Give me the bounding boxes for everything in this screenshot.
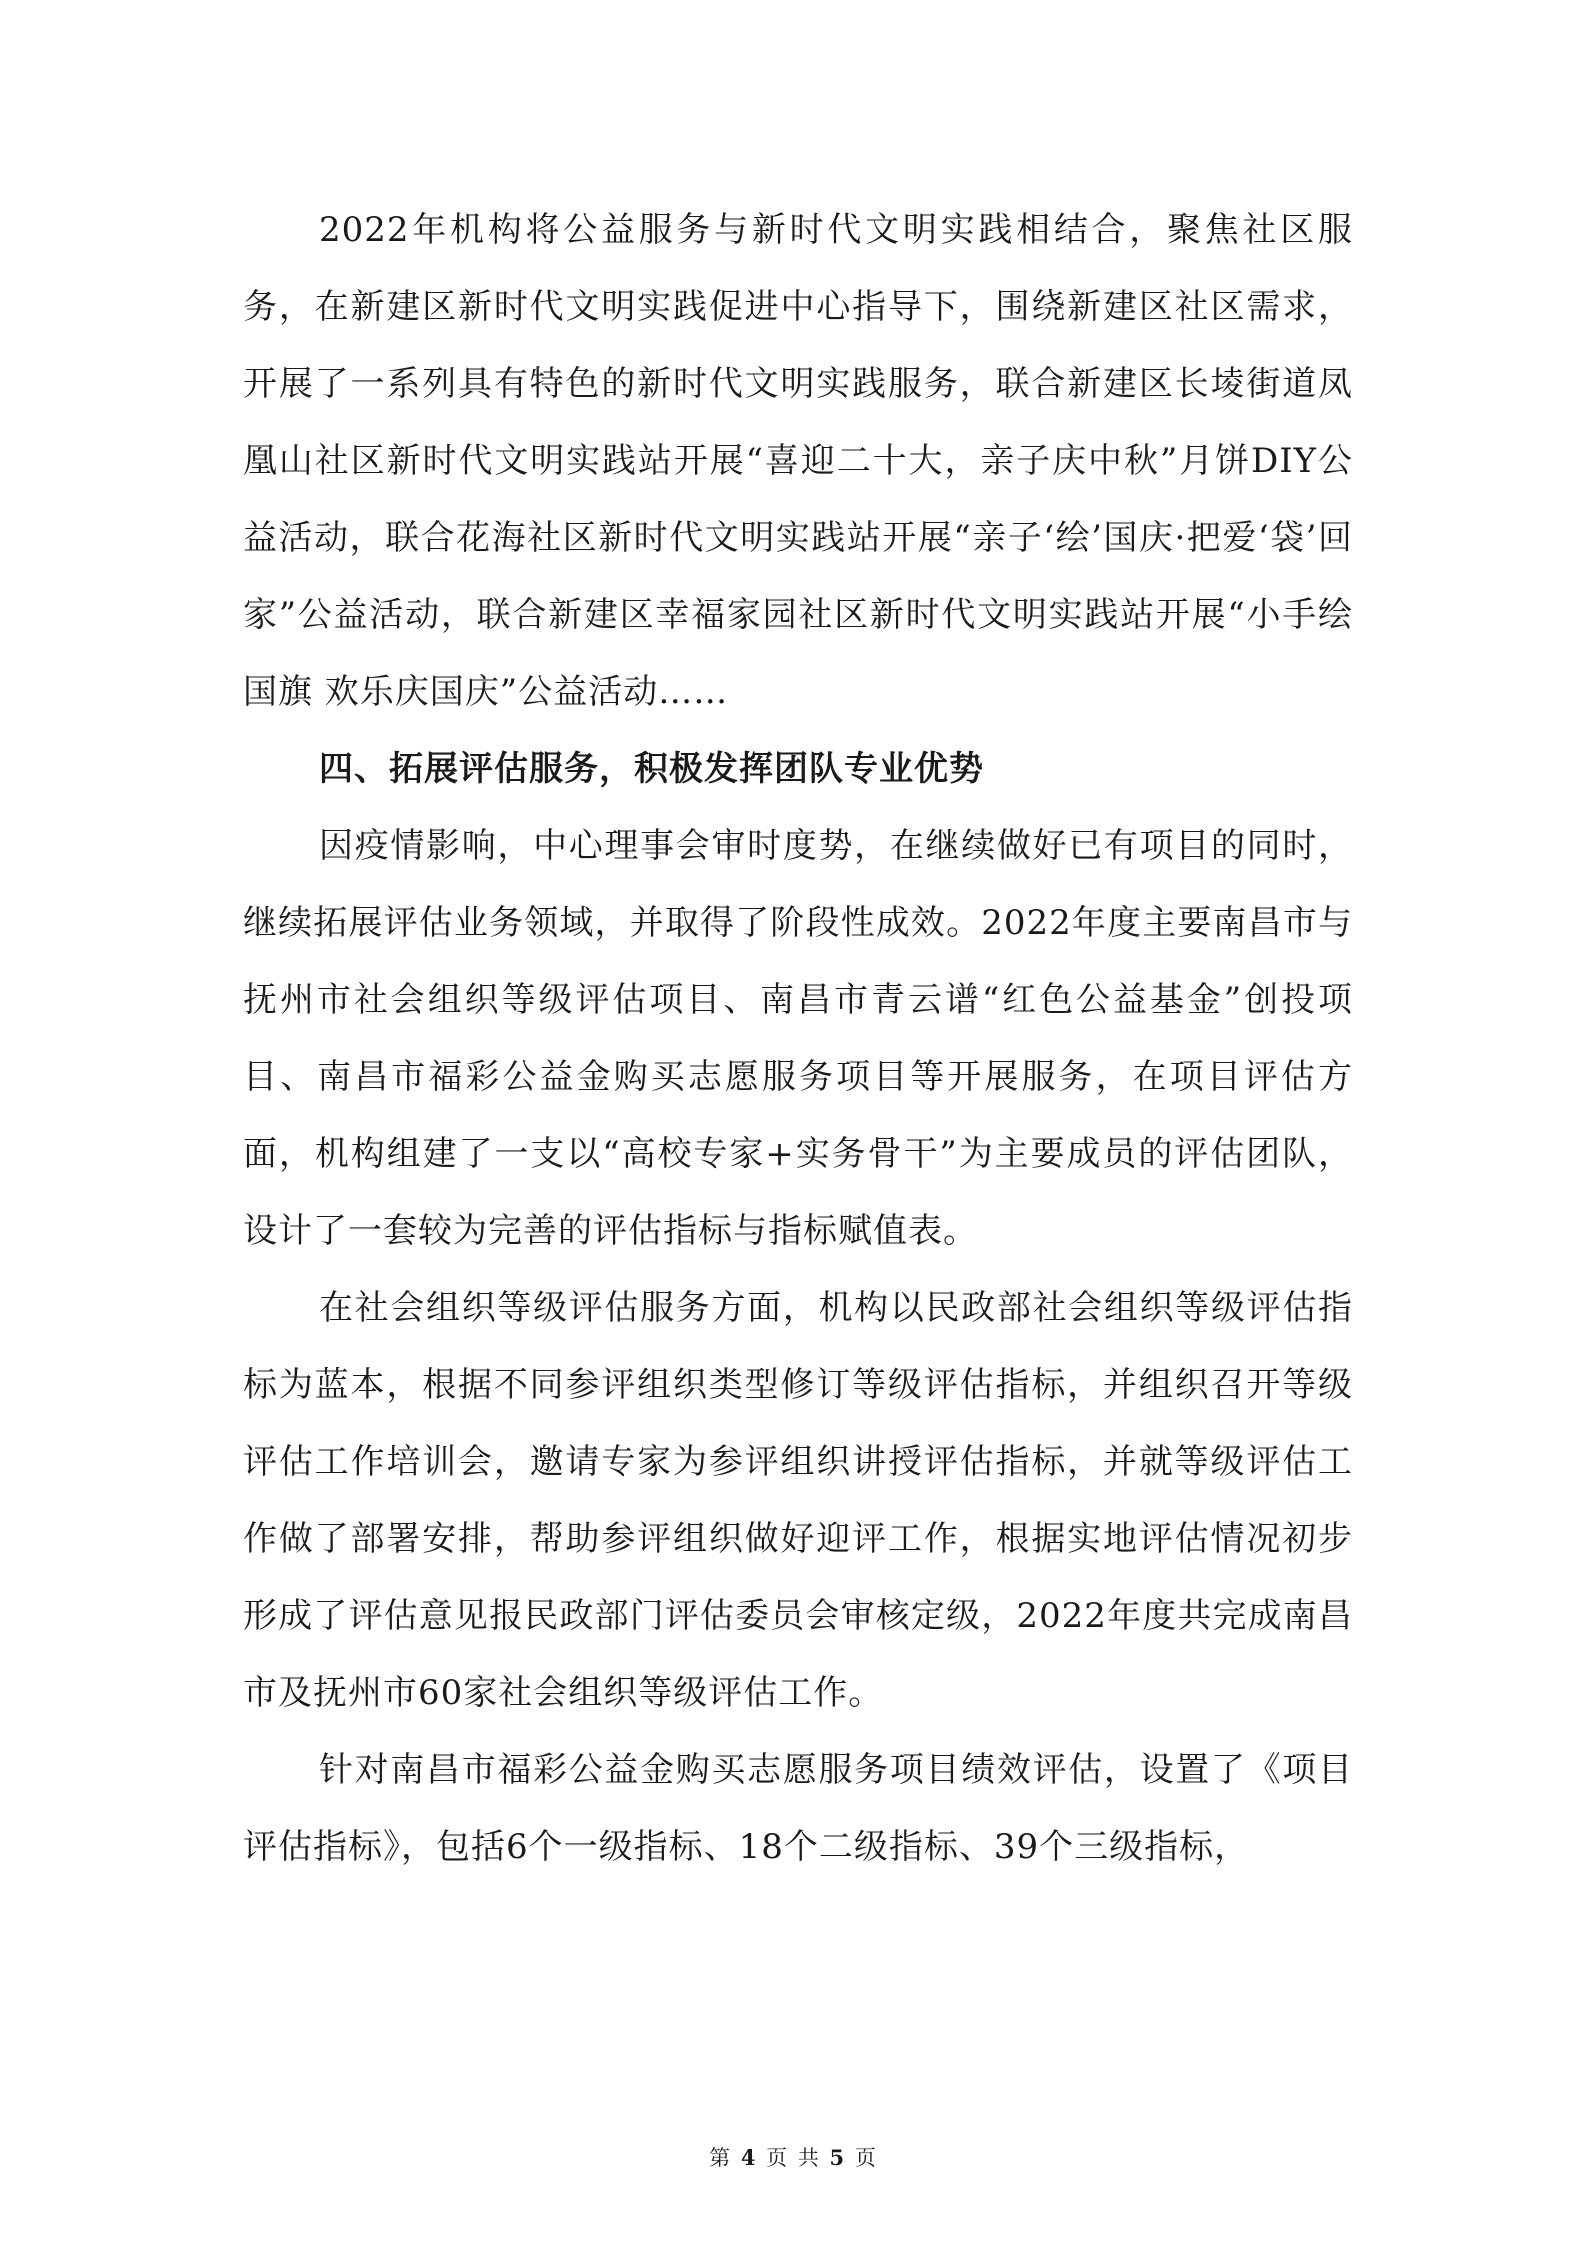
footer-suffix: 页 bbox=[854, 2146, 878, 2170]
paragraph-grade-evaluation: 在社会组织等级评估服务方面，机构以民政部社会组织等级评估指标为蓝本，根据不同参评组织类型修订等级评估指标，并组织召开等级评估工作培训会，邀请专家为参评组织讲授评估指标，并就等级评估工作做了部署安排，帮助参评组织做好迎评工作，根据实地评估情况初步形成了评估意见报民政部门评估委员会审核定级，2022年度共完成南昌市及抚州市60家社会组织等级评估工作。 bbox=[243, 1288, 1353, 1713]
paragraph-lottery-evaluation: 针对南昌市福彩公益金购买志愿服务项目绩效评估，设置了《项目评估指标》，包括6个一级指标、18个二级指标、39个三级指标， bbox=[243, 1750, 1353, 1867]
total-pages-number: 5 bbox=[829, 2145, 847, 2170]
section-heading-evaluation: 四、拓展评估服务，积极发挥团队专业优势 bbox=[319, 749, 984, 789]
footer-middle: 页 共 bbox=[766, 2146, 821, 2170]
page-body bbox=[243, 192, 1353, 1886]
paragraph-evaluation-overview: 因疫情影响，中心理事会审时度势，在继续做好已有项目的同时，继续拓展评估业务领域，并取得了阶段性成效。2022年度主要南昌市与抚州市社会组织等级评估项目、南昌市青云谱“红色公益基金”创投项目、南昌市福彩公益金购买志愿服务项目等开展服务，在项目评估方面，机构组建了一支以“高校专家+实务骨干”为主要成员的评估团队，设计了一套较为完善的评估指标与指标赋值表。 bbox=[243, 826, 1353, 1251]
page-footer bbox=[0, 2142, 1587, 2172]
current-page-number: 4 bbox=[740, 2145, 758, 2170]
footer-prefix: 第 bbox=[709, 2146, 733, 2170]
paragraph-civilization-practice: 2022年机构将公益服务与新时代文明实践相结合，聚焦社区服务，在新建区新时代文明实践促进中心指导下，围绕新建区社区需求，开展了一系列具有特色的新时代文明实践服务，联合新建区长堎街道凤凰山社区新时代文明实践站开展“喜迎二十大，亲子庆中秋”月饼DIY公益活动，联合花海社区新时代文明实践站开展“亲子‘绘’国庆·把爱‘袋’回家”公益活动，联合新建区幸福家园社区新时代文明实践站开展“小手绘国旗 欢乐庆国庆”公益活动…… bbox=[243, 210, 1353, 712]
